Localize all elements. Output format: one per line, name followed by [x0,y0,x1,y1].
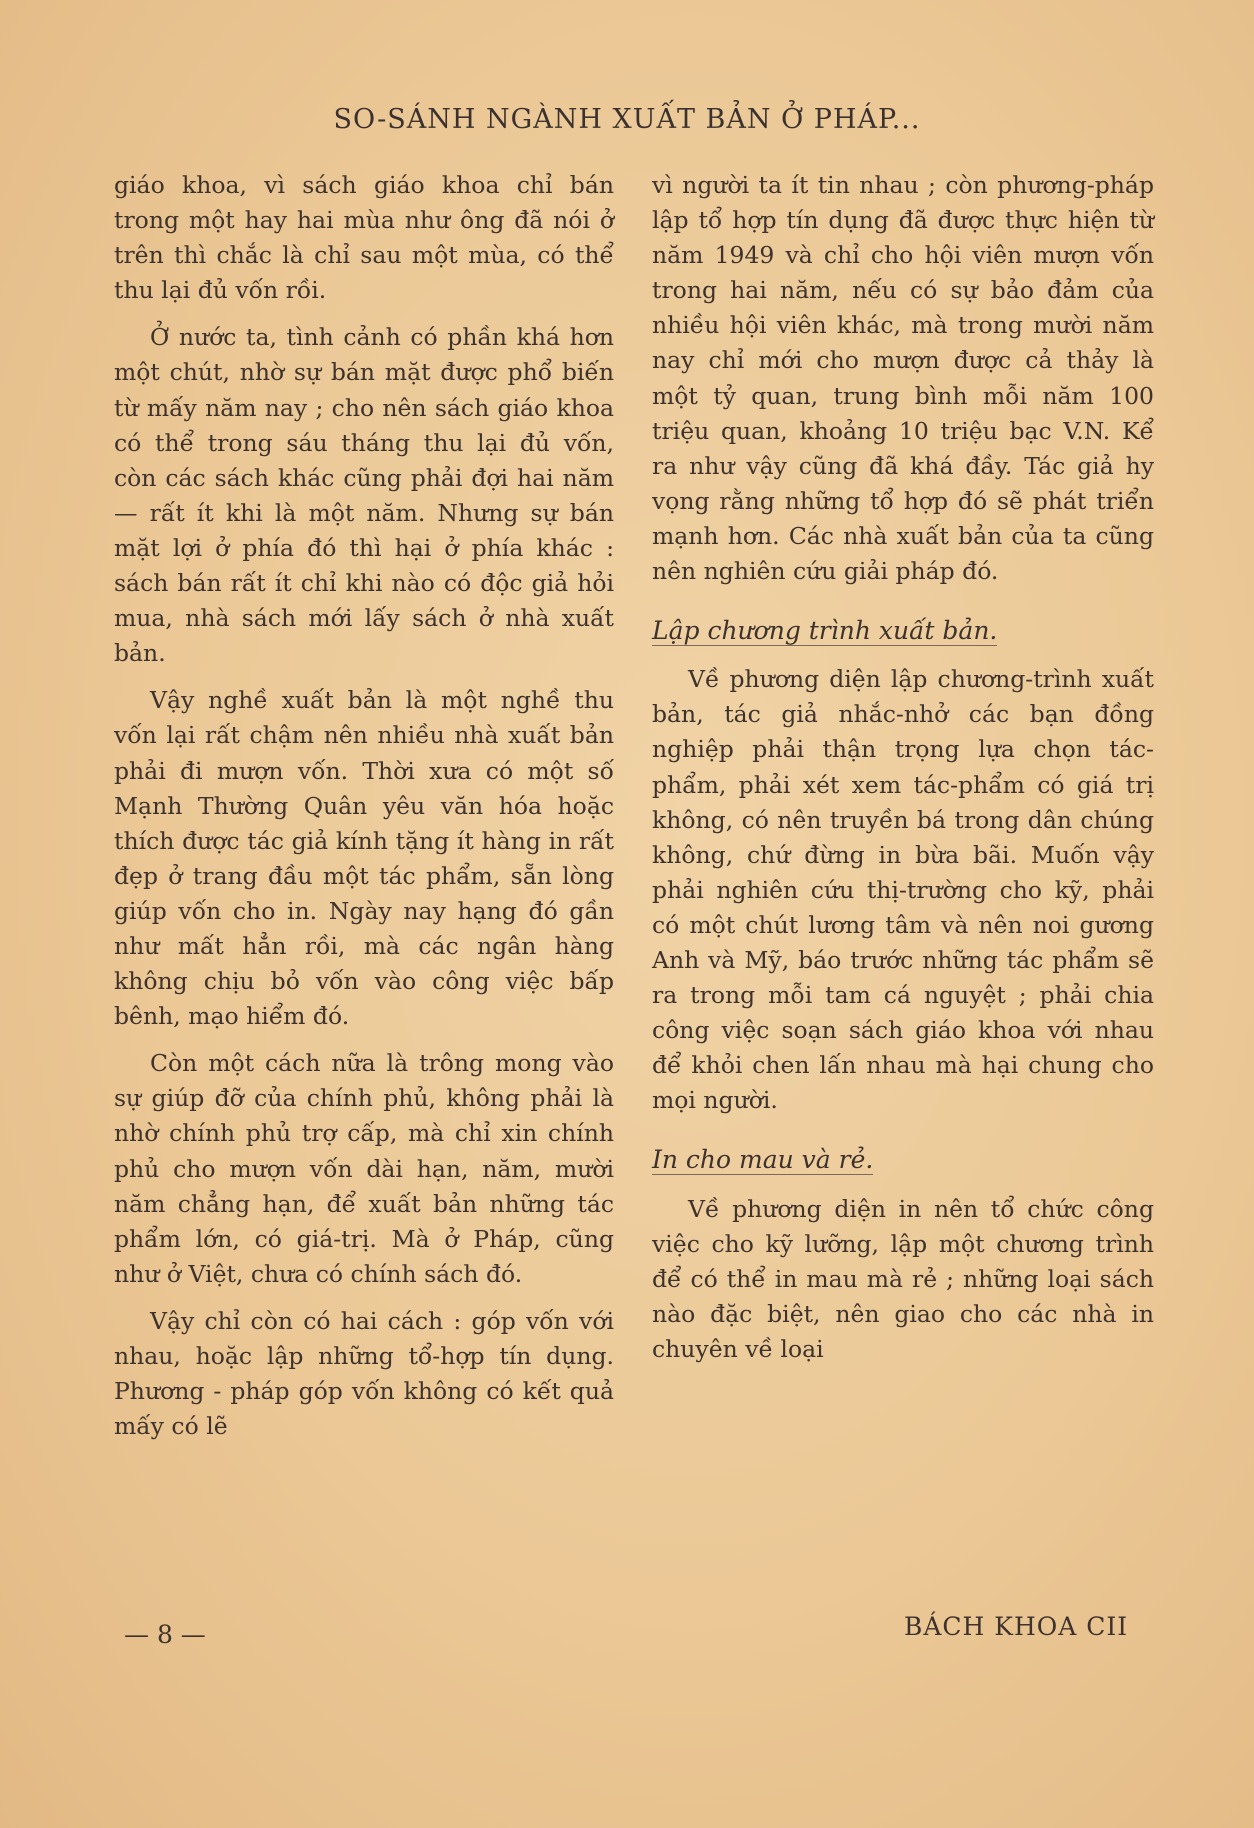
section-title-text: In cho mau và rẻ. [652,1145,874,1175]
paragraph: Ở nước ta, tình cảnh có phần khá hơn một chút, nhờ sự bán mặt được phổ biến từ mấy năm nay ; cho nên sách giáo khoa có thể trong sáu tháng thu lại đủ vốn, còn các sách khác cũng phải đợi hai năm — rất ít khi là một năm. Nhưng sự bán mặt lợi ở phía đó thì hại ở phía khác : sách bán rất ít chỉ khi nào có độc giả hỏi mua, nhà sách mới lấy sách ở nhà xuất bản. [114,323,614,668]
running-head: SO-SÁNH NGÀNH XUẤT BẢN Ở PHÁP... [333,104,921,135]
publication-name: BÁCH KHOA CII [904,1612,1129,1641]
section-title [652,1142,1154,1177]
paragraph: giáo khoa, vì sách giáo khoa chỉ bán trong một hay hai mùa như ông đã nói ở trên thì chắc là chỉ sau một mùa, có thể thu lại đủ vốn rồi. [114,171,614,305]
section-title-text: Lập chương trình xuất bản. [652,616,998,646]
paragraph: Về phương diện lập chương-trình xuất bản, tác giả nhắc-nhở các bạn đồng nghiệp phải thận trọng lựa chọn tác-phẩm, phải xét xem tác-phẩm có giá trị không, có nên truyền bá trong dân chúng không, chứ đừng in bừa bãi. Muốn vậy phải nghiên cứu thị-trường cho kỹ, phải có một chút lương tâm và nên noi gương Anh và Mỹ, báo trước những tác phẩm sẽ ra trong mỗi tam cá nguyệt ; phải chia công việc soạn sách giáo khoa với nhau để khỏi chen lấn nhau mà hại chung cho mọi người. [652,665,1154,1115]
paragraph: Vậy nghề xuất bản là một nghề thu vốn lại rất chậm nên nhiều nhà xuất bản phải đi mượn vốn. Thời xưa có một số Mạnh Thường Quân yêu văn hóa hoặc thích được tác giả kính tặng ít hàng in rất đẹp ở trang đầu một tác phẩm, sẵn lòng giúp vốn cho in. Ngày nay hạng đó gần như mất hẳn rồi, mà các ngân hàng không chịu bỏ vốn vào công việc bấp bênh, mạo hiểm đó. [114,686,614,1031]
paragraph: Về phương diện in nên tổ chức công việc cho kỹ lưỡng, lập một chương trình để có thể in mau mà rẻ ; những loại sách nào đặc biệt, nên giao cho các nhà in chuyên về loại [652,1194,1154,1363]
paragraph: Vậy chỉ còn có hai cách : góp vốn với nhau, hoặc lập những tổ-hợp tín dụng. Phương - pháp góp vốn không có kết quả mấy có lẽ [114,1306,614,1441]
right-column [652,168,1154,1367]
left-column [114,168,614,1444]
paragraph: vì người ta ít tin nhau ; còn phương-pháp lập tổ hợp tín dụng đã được thực hiện từ năm 1949 và chỉ cho hội viên mượn vốn trong hai năm, nếu có sự bảo đảm của nhiều hội viên khác, mà trong mười năm nay chỉ mới cho mượn được cả thảy là một tỷ quan, trung bình mỗi năm 100 triệu quan, khoảng 10 triệu bạc V.N. Kể ra như vậy cũng đã khá đầy. Tác giả hy vọng rằng những tổ hợp đó sẽ phát triển mạnh hơn. Các nhà xuất bản của ta cũng nên nghiên cứu giải pháp đó. [652,171,1154,586]
paragraph: Còn một cách nữa là trông mong vào sự giúp đỡ của chính phủ, không phải là nhờ chính phủ trợ cấp, mà chỉ xin chính phủ cho mượn vốn dài hạn, năm, mười năm chẳng hạn, để xuất bản những tác phẩm lớn, có giá-trị. Mà ở Pháp, cũng như ở Việt, chưa có chính sách đó. [114,1049,614,1288]
page-number: — 8 — [124,1620,206,1649]
section-title [652,613,1154,648]
